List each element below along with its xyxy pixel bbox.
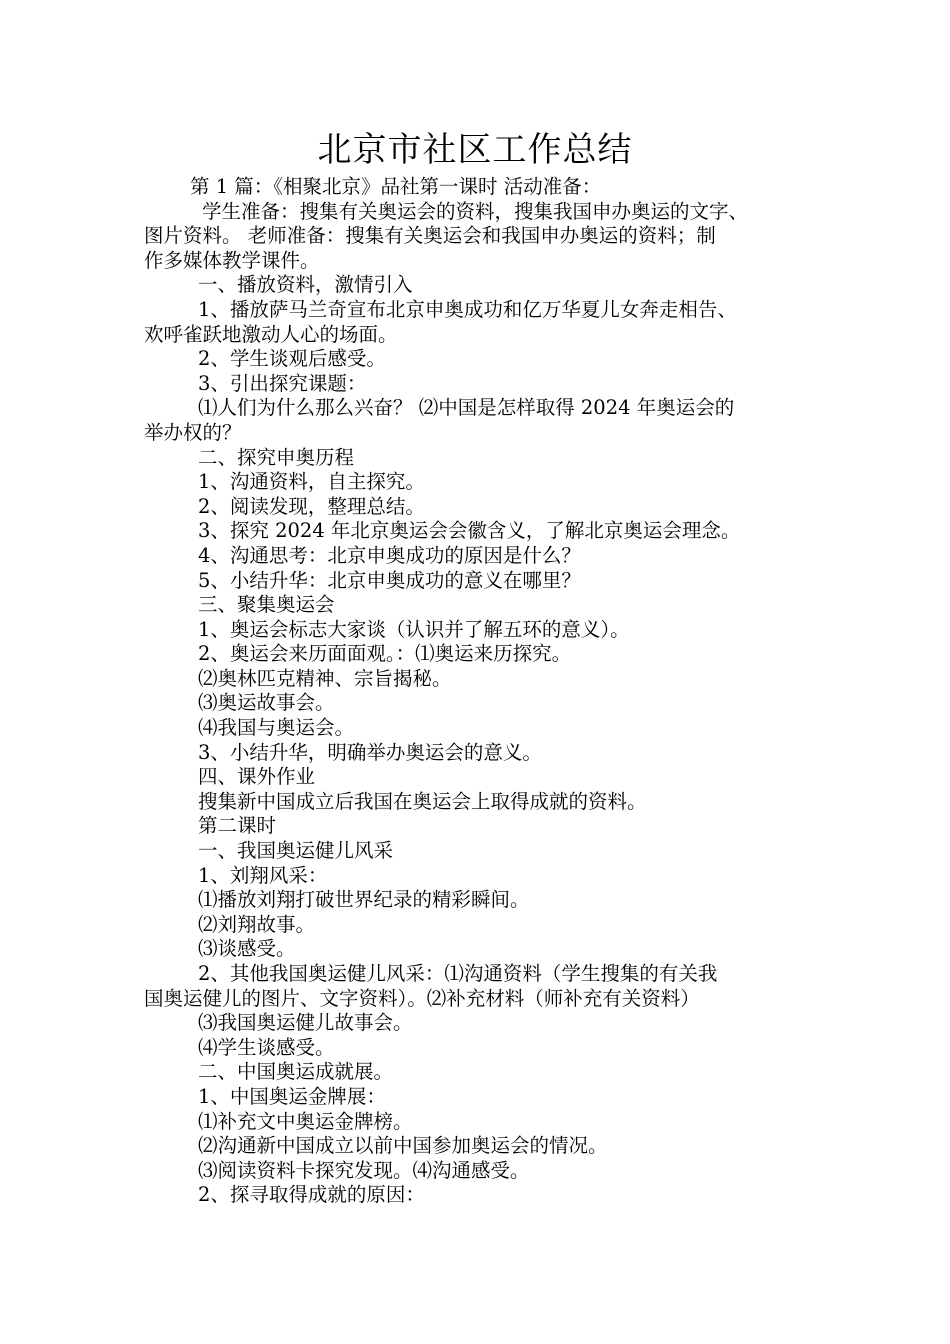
document-body [144,175,824,1208]
text-line: ⑶谈感受。 [198,937,296,961]
text-line: 三、聚集奥运会 [198,593,335,617]
text-line: 1、沟通资料，自主探究。 [198,470,425,494]
text-line: 5、小结升华：北京申奥成功的意义在哪里？ [198,568,581,592]
text-line: ⑶阅读资料卡探究发现。⑷沟通感受。 [198,1158,530,1182]
text-line: ⑴补充文中奥运金牌榜。 [198,1109,413,1133]
text-line: 4、沟通思考：北京申奥成功的原因是什么？ [198,543,581,567]
text-line: 2、奥运会来历面面观。：⑴奥运来历探究。 [198,642,572,666]
text-line: 学生准备：搜集有关奥运会的资料，搜集我国申办奥运的文字、 [202,199,749,223]
text-line: 2、探寻取得成就的原因： [198,1183,425,1207]
text-line: 举办权的？ [144,420,242,444]
text-line: 1、刘翔风采： [198,863,328,887]
text-line: ⑶奥运故事会。 [198,691,335,715]
text-line: 1、奥运会标志大家谈（认识并了解五环的意义）。 [198,617,630,641]
text-line: 二、探究申奥历程 [198,445,355,469]
text-line: ⑷我国与奥运会。 [198,716,355,740]
text-line: 3、引出探究课题： [198,371,367,395]
text-line: 一、播放资料，激情引入 [198,273,413,297]
text-line: ⑵沟通新中国成立以前中国参加奥运会的情况。 [198,1134,608,1158]
text-line: 欢呼雀跃地激动人心的场面。 [144,322,398,346]
text-line: 作多媒体教学课件。 [144,248,320,272]
text-line: 2、学生谈观后感受。 [198,347,386,371]
text-line: ⑷学生谈感受。 [198,1035,335,1059]
text-line: 国奥运健儿的图片、文字资料）。⑵补充材料（师补充有关资料） [144,986,700,1010]
text-line: 一、我国奥运健儿风采 [198,839,394,863]
text-line: ⑵刘翔故事。 [198,912,316,936]
text-line: 二、中国奥运成就展。 [198,1060,394,1084]
text-line: 1、中国奥运金牌展： [198,1084,386,1108]
text-line: 图片资料。 老师准备：搜集有关奥运会和我国申办奥运的资料；制 [144,224,716,248]
text-line: 2、阅读发现，整理总结。 [198,494,425,518]
text-line: 3、小结升华，明确举办奥运会的意义。 [198,740,542,764]
text-line: 2、其他我国奥运健儿风采：⑴沟通资料（学生搜集的有关我 [198,962,718,985]
text-line: ⑵奥林匹克精神、宗旨揭秘。 [198,666,452,690]
text-line: 3、探究 2024 年北京奥运会会徽含义，了解北京奥运会理念。 [198,519,741,543]
text-line: 1、播放萨马兰奇宣布北京申奥成功和亿万华夏儿女奔走相告、 [198,297,737,321]
text-line: ⑶我国奥运健儿故事会。 [198,1011,413,1035]
text-line: 第二课时 [198,814,277,838]
text-line: ⑴人们为什么那么兴奋？ ⑵中国是怎样取得 2024 年奥运会的 [198,396,735,420]
text-line: 第 1 篇：《相聚北京》品社第一课时 活动准备： [190,175,602,198]
document-title: 北京市社区工作总结 [317,130,633,170]
text-line: 搜集新中国成立后我国在奥运会上取得成就的资料。 [198,789,647,813]
text-line: ⑴播放刘翔打破世界纪录的精彩瞬间。 [198,888,530,912]
text-line: 四、课外作业 [198,765,316,789]
